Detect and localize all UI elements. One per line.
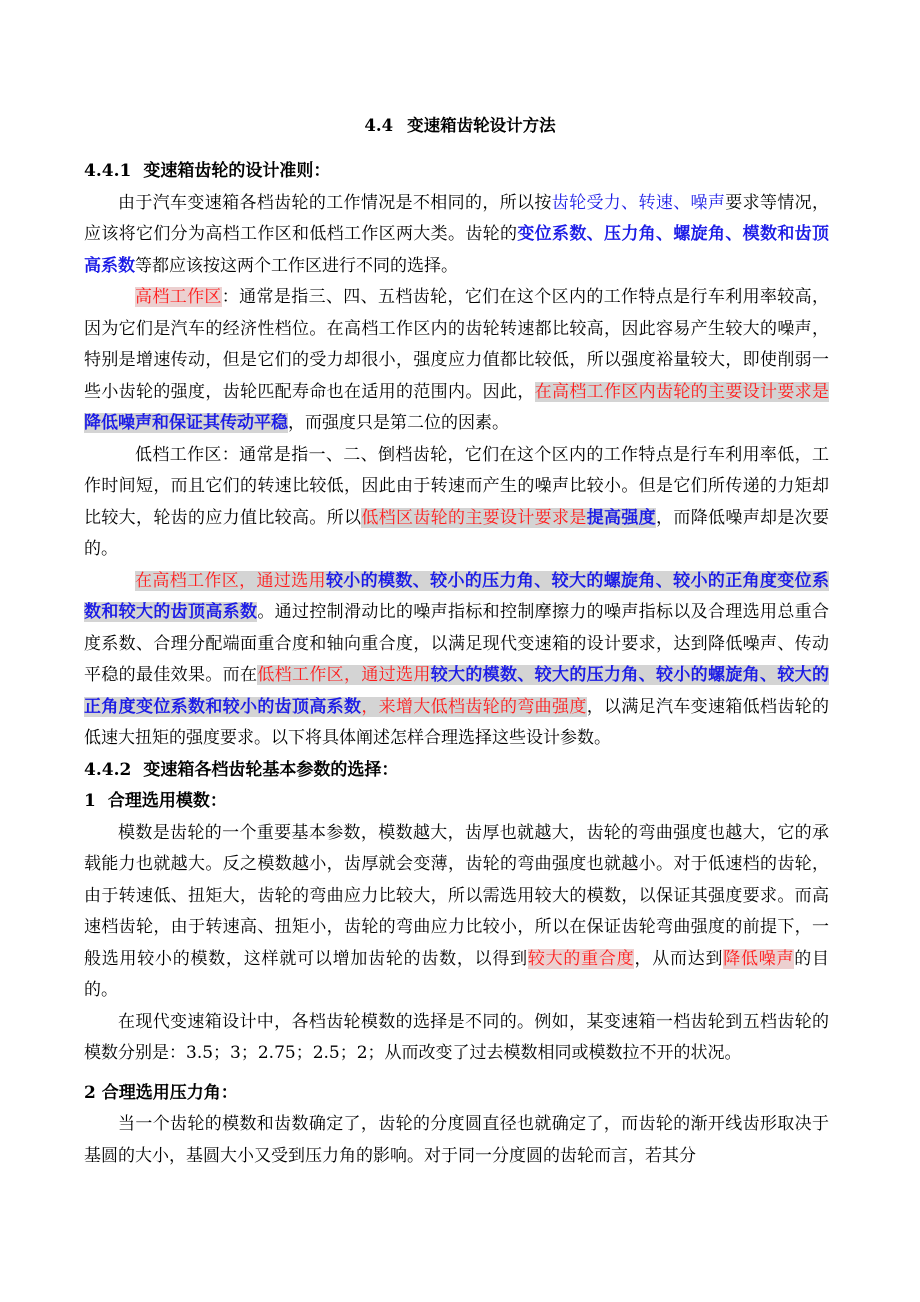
paragraph-module: 模数是齿轮的一个重要基本参数，模数越大，齿厚也就越大，齿轮的弯曲强度也越大，它的承载能力也就越大。反之模数越小，齿厚就会变薄，齿轮的弯曲强度也就越小。对于低速档的齿轮，由于转速低、扭矩大，齿轮的弯曲应力比较大，所以需选用较大的模数，以保证其强度要求。而高速档齿轮，由于转速高、扭矩小，齿轮的弯曲应力比较小，所以在保证齿轮弯曲强度的前提下，一般选用较小的模数，这样就可以增加齿轮的齿数，以得到较大的重合度，从而达到降低噪声的目的。 [84, 822, 830, 1000]
highlight-text: 降低噪声 [723, 948, 795, 969]
paragraph-module-example: 在现代变速箱设计中，各档齿轮模数的选择是不同的。例如，某变速箱一档齿轮到五档齿轮的模数分别是：3.5；3；2.75；2.5；2；从而改变了过去模数相同或模数拉不开的状况。 [84, 1011, 829, 1063]
subsection-heading-4-4-2: 4.4.2 变速箱各档齿轮基本参数的选择： [84, 759, 399, 780]
highlight-text: 低档工作区，通过选用 [257, 665, 431, 685]
paragraph-pressure-angle: 当一个齿轮的模数和齿数确定了，齿轮的分度圆直径也就确定了，而齿轮的渐开线齿形取决于基圆的大小，基圆大小又受到压力角的影响。对于同一分度圆的齿轮而言，若其分 [84, 1114, 829, 1166]
highlight-text: 在高档工作区，通过选用 [135, 570, 326, 591]
highlight-text: 低档区齿轮的主要设计要求是 [361, 507, 587, 528]
highlight-text: 在高档工作区内齿轮的主要设计要求是 [534, 381, 830, 402]
highlight-text: ，来增大低档齿轮的弯曲强度 [361, 696, 587, 717]
highlight-text: 高档工作区 [135, 287, 222, 307]
item-heading-module: 1 合理选用模数： [84, 791, 227, 811]
highlight-text: 齿轮受力、转速、噪声 [551, 192, 726, 213]
item-heading-pressure-angle: 2 合理选用压力角： [84, 1082, 238, 1103]
paragraph-high-gear: 高档工作区：通常是指三、四、五档齿轮，它们在这个区内的工作特点是行车利用率较高，因为它们是汽车的经济性档位。在高档工作区内的齿轮转速都比较高，因此容易产生较大的噪声，特别是增速传动，但是它们的受力却很小，强度应力值都比较低，所以强度裕量较大，即使削弱一些小齿轮的强度，齿轮匹配寿命也在适用的范围内。因此，在高档工作区内齿轮的主要设计要求是降低噪声和保证其传动平稳，而强度只是第二位的因素。 [84, 287, 830, 433]
section-number: 4.4 [364, 116, 394, 135]
document-body [84, 156, 829, 1172]
highlight-text: 提高强度 [586, 507, 657, 528]
highlight-text: 降低噪声和保证其传动平稳 [84, 413, 288, 433]
paragraph-low-gear: 低档工作区：通常是指一、二、倒档齿轮，它们在这个区内的工作特点是行车利用率低，工作时间短，而且它们的转速比较低，因此由于转速而产生的噪声比较小。但是它们所传递的力矩却比较大，轮齿的应力值比较高。所以低档区齿轮的主要设计要求是提高强度，而降低噪声却是次要的。 [84, 444, 830, 559]
highlight-text: 较小的模数、较小的压力角、较大的螺旋角、较小的正角度变位系数和较大的齿顶高系数 [84, 570, 830, 622]
highlight-text: 较大的模数、较大的压力角、较小的螺旋角、较大的正角度变位系数和较小的齿顶高系数 [84, 665, 830, 717]
highlight-text: 变位系数、压力角、螺旋角、模数和齿顶高系数 [84, 224, 830, 276]
paragraph-intro: 由于汽车变速箱各档齿轮的工作情况是不相同的，所以按齿轮受力、转速、噪声要求等情况，应该将它们分为高档工作区和低档工作区两大类。齿轮的变位系数、压力角、螺旋角、模数和齿顶高系数等都应该按这两个工作区进行不同的选择。 [84, 192, 830, 276]
subsection-heading-4-4-1: 4.4.1 变速箱齿轮的设计准则： [84, 161, 331, 181]
highlight-text: 较大的重合度 [527, 948, 635, 969]
section-title [0, 114, 920, 138]
paragraph-summary: 在高档工作区，通过选用较小的模数、较小的压力角、较大的螺旋角、较小的正角度变位系数和较大的齿顶高系数。通过控制滑动比的噪声指标和控制摩擦力的噪声指标以及合理选用总重合度系数、合理分配端面重合度和轴向重合度，以满足现代变速箱的设计要求，达到降低噪声、传动平稳的最佳效果。而在低档工作区，通过选用较大的模数、较大的压力角、较小的螺旋角、较大的正角度变位系数和较小的齿顶高系数，来增大低档齿轮的弯曲强度，以满足汽车变速箱低档齿轮的低速大扭矩的强度要求。以下将具体阐述怎样合理选择这些设计参数。 [84, 570, 830, 748]
section-title-text: 变速箱齿轮设计方法 [407, 116, 556, 135]
